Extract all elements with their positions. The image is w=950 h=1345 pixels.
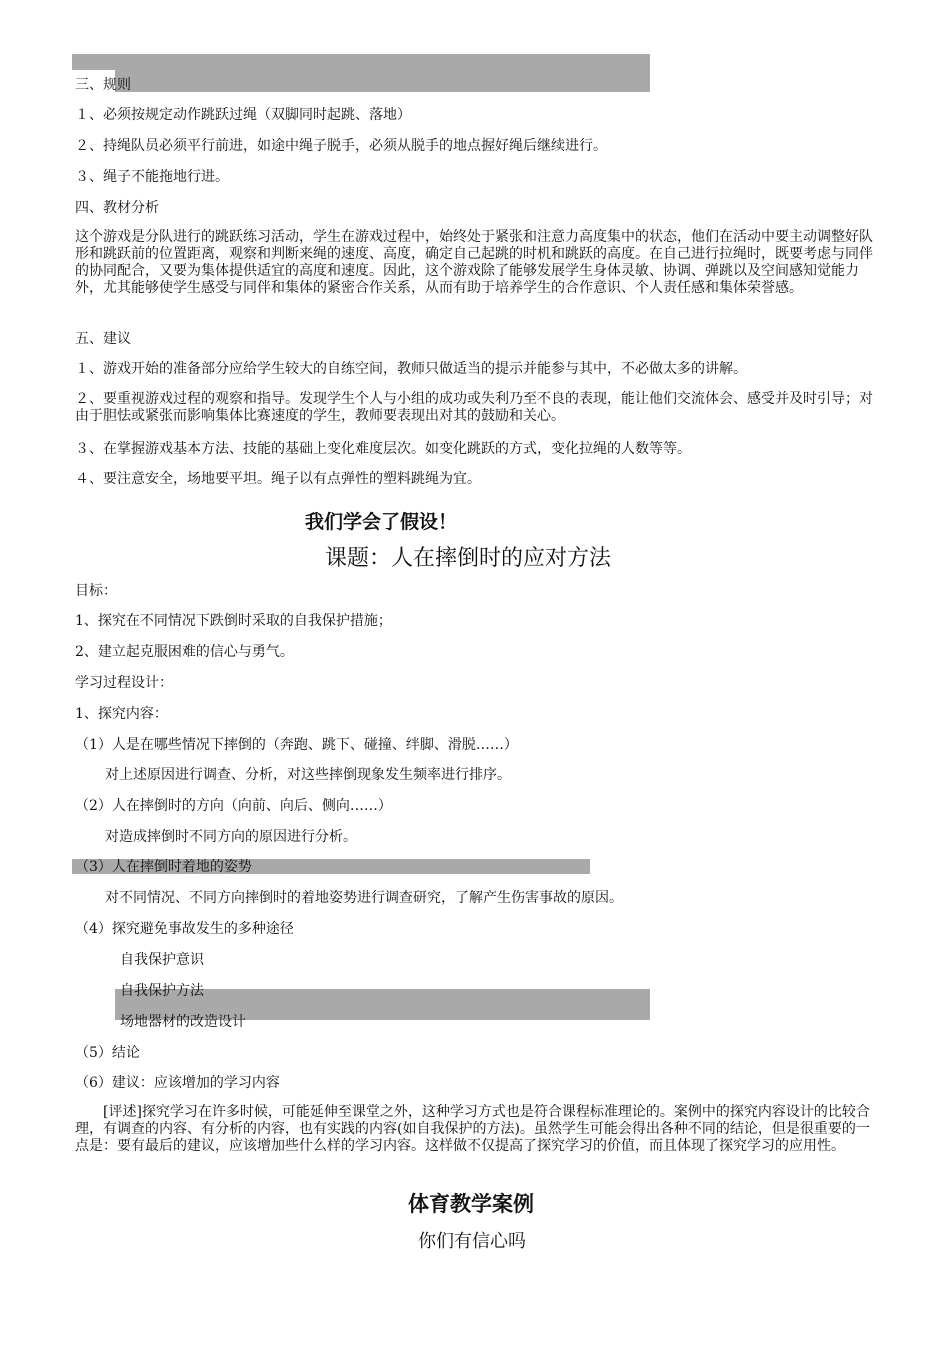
section3-item-2: ２、持绳队员必须平行前进，如途中绳子脱手，必须从脱手的地点握好绳后继续进行。 xyxy=(75,138,607,154)
question-4-sub-3: 场地器材的改造设计 xyxy=(120,1014,246,1030)
question-4: （4）探究避免事故发生的多种途径 xyxy=(75,921,294,937)
section3-title: 三、规则 xyxy=(75,77,131,93)
section5-item-3: ３、在掌握游戏基本方法、技能的基础上变化难度层次。如变化跳跃的方式，变化拉绳的人数等等。 xyxy=(75,441,691,457)
design-label: 学习过程设计： xyxy=(75,675,173,691)
case-subtitle: 你们有信心吗 xyxy=(418,1231,526,1252)
question-2-note: 对造成摔倒时不同方向的原因进行分析。 xyxy=(105,829,357,845)
section3-item-3: ３、绳子不能拖地行进。 xyxy=(75,169,229,185)
question-5: （5）结论 xyxy=(75,1045,140,1061)
content-label: 1、探究内容： xyxy=(75,706,168,722)
question-6: （6）建议：应该增加的学习内容 xyxy=(75,1075,280,1091)
question-4-sub-1: 自我保护意识 xyxy=(120,952,204,968)
case-heading: 体育教学案例 xyxy=(408,1192,534,1216)
goal-1: 1、探究在不同情况下跌倒时采取的自我保护措施； xyxy=(75,613,392,629)
section3-item-1: １、必须按规定动作跳跃过绳（双脚同时起跳、落地） xyxy=(75,107,411,123)
review-paragraph: [评述]探究学习在许多时候，可能延伸至课堂之外，这种学习方式也是符合课程标准理论的。案例中的探究内容设计的比较合理，有调查的内容、有分析的内容，也有实践的内容(如自我保护的方法)。虽然学生可能会得出各种不同的结论，但是很重要的一点是：要有最后的建议，应该增加些什么样的学习内容。这样做不仅提高了探究学习的价值，而且体现了探究学习的应用性。 xyxy=(75,1104,870,1154)
question-3: （3）人在摔倒时着地的姿势 xyxy=(75,859,252,875)
section5-item-1: １、游戏开始的准备部分应给学生较大的自练空间，教师只做适当的提示并能参与其中，不必做太多的讲解。 xyxy=(75,361,747,377)
lesson-heading: 我们学会了假设！ xyxy=(305,511,458,533)
section5-item-4: ４、要注意安全，场地要平坦。绳子以有点弹性的塑料跳绳为宜。 xyxy=(75,471,481,487)
goal-2: 2、建立起克服困难的信心与勇气。 xyxy=(75,644,294,660)
question-1-note: 对上述原因进行调查、分析，对这些摔倒现象发生频率进行排序。 xyxy=(105,767,511,783)
highlight-bar-top-2 xyxy=(115,68,650,92)
question-2: （2）人在摔倒时的方向（向前、向后、侧向……） xyxy=(75,798,392,814)
section5-title: 五、建议 xyxy=(75,331,131,347)
lesson-subtitle: 课题：人在摔倒时的应对方法 xyxy=(325,546,612,571)
question-3-note: 对不同情况、不同方向摔倒时的着地姿势进行调查研究，了解产生伤害事故的原因。 xyxy=(105,890,623,906)
question-4-sub-2: 自我保护方法 xyxy=(120,983,204,999)
question-1: （1）人是在哪些情况下摔倒的（奔跑、跳下、碰撞、绊脚、滑脱……） xyxy=(75,737,518,753)
section5-item-2: ２、要重视游戏过程的观察和指导。发现学生个人与小组的成功或失利乃至不良的表现，能让他们交流体会、感受并及时引导；对由于胆怯或紧张而影响集体比赛速度的学生，教师要表现出对其的鼓励和关心。 xyxy=(75,391,873,424)
section4-paragraph: 这个游戏是分队进行的跳跃练习活动，学生在游戏过程中，始终处于紧张和注意力高度集中的状态，他们在活动中要主动调整好队形和跳跃前的位置距离，观察和判断来绳的速度、高度，确定自己起跳的时机和跳跃的高度。在自己进行拉绳时，既要考虑与同伴的协同配合，又要为集体提供适宜的高度和速度。因此，这个游戏除了能够发展学生身体灵敏、协调、弹跳以及空间感知觉能力外，尤其能够使学生感受与同伴和集体的紧密合作关系，从而有助于培养学生的合作意识、个人责任感和集体荣誉感。 xyxy=(75,229,873,296)
section4-title: 四、教材分析 xyxy=(75,200,159,216)
goals-label: 目标： xyxy=(75,583,117,599)
